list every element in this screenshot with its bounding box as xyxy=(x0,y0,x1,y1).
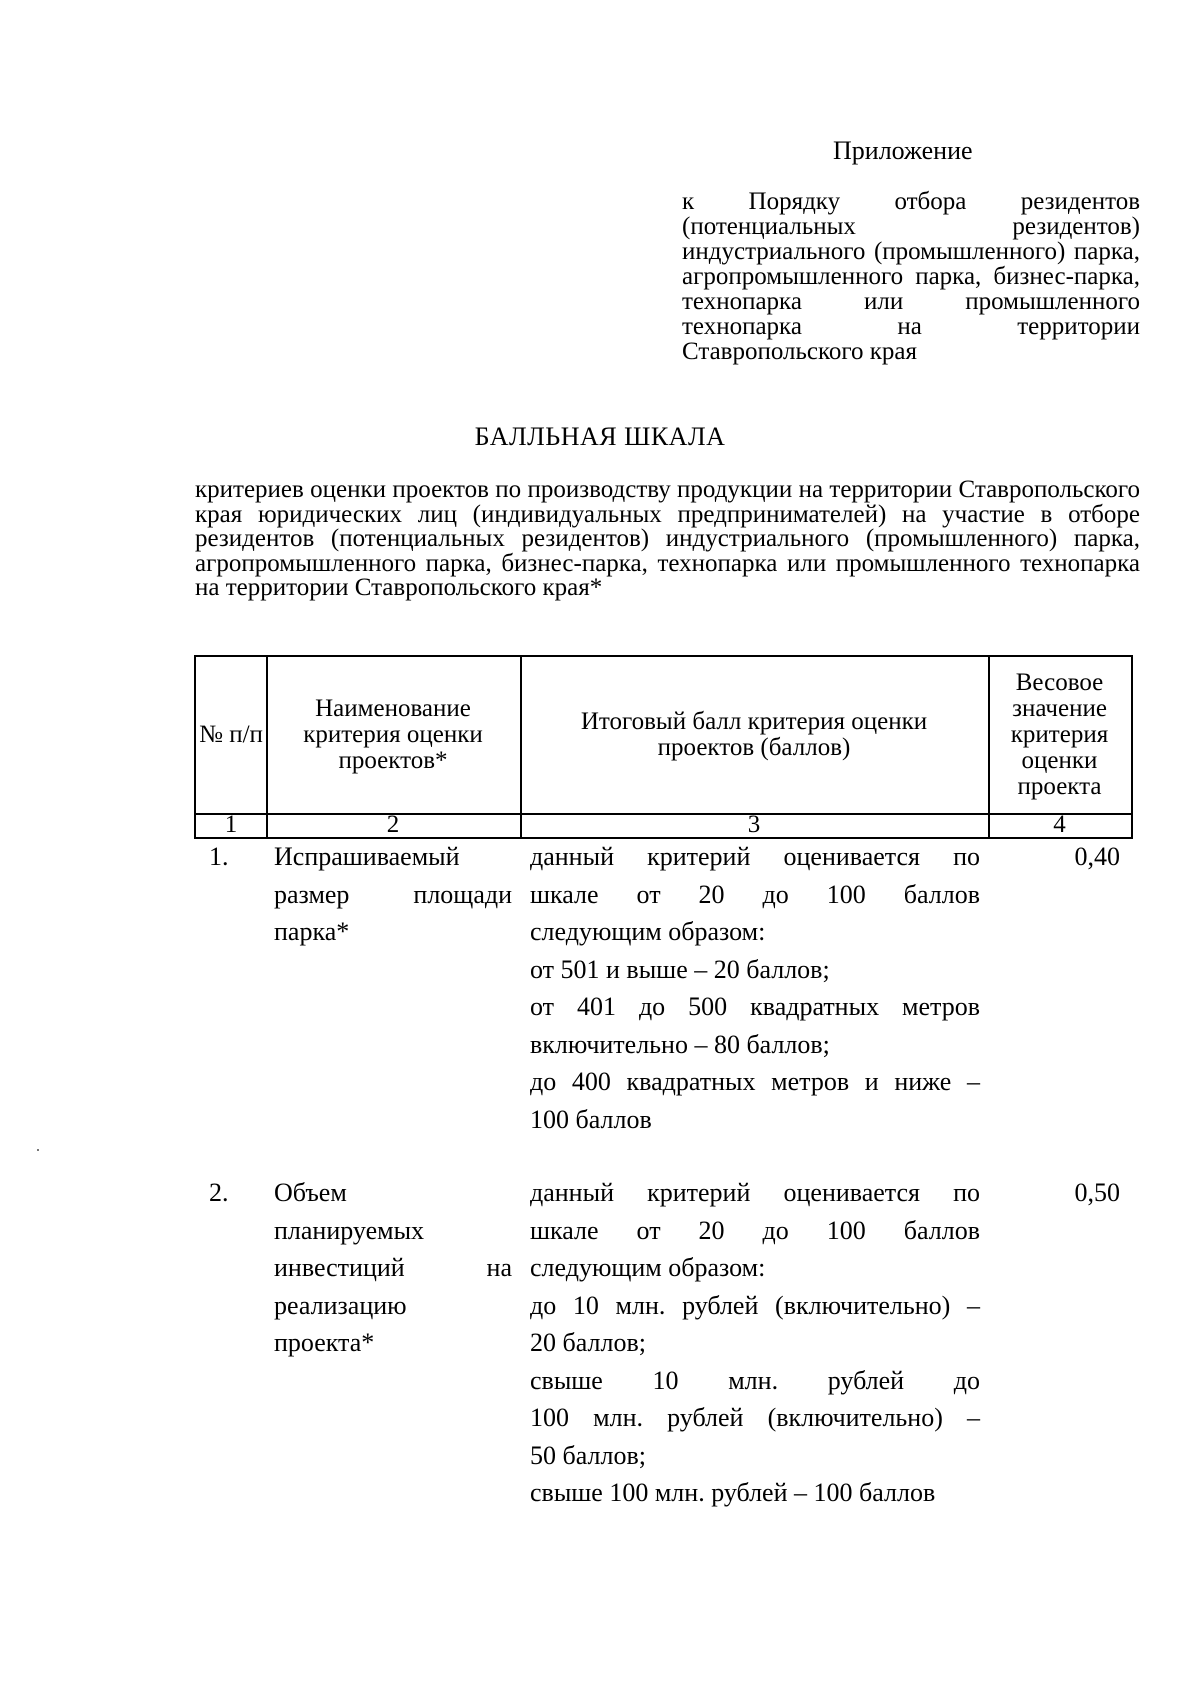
criterion-name-line: Испрашиваемый xyxy=(274,842,460,871)
scale-line: следующим образом: xyxy=(530,917,766,946)
criterion-name-line: инвестиций на xyxy=(274,1253,512,1282)
scale-line: 20 баллов; xyxy=(530,1328,646,1357)
document-subtitle: критериев оценки проектов по производству продукции на территории Ставропольского края юридических лиц (индивидуальных предпринимателей) на участие в отборе резидентов (потенциальных резидентов) индустриального (промышленного) парка, агропромышленного парка, бизнес-парка, технопарка или промышленного технопарка на территории Ставропольского края* xyxy=(195,476,1140,601)
criterion-name-line: Объем xyxy=(274,1178,347,1207)
column-number-2: 2 xyxy=(386,811,400,838)
header-criterion: Наименование критерия оценки проектов* xyxy=(303,695,483,774)
scale-line: шкале от 20 до 100 баллов xyxy=(530,879,980,909)
appendix-title: Приложение xyxy=(833,136,973,165)
scale-line: 50 баллов; xyxy=(530,1440,646,1470)
scale-line: включительно – 80 баллов; xyxy=(530,1029,830,1059)
scale-line: от 401 до 500 квадратных метров xyxy=(530,992,980,1021)
scale-line: свыше 100 млн. рублей – 100 баллов xyxy=(530,1478,936,1507)
criterion-name-line: парка* xyxy=(274,917,350,946)
scale-line: следующим образом: xyxy=(530,1253,766,1282)
header-number: № п/п xyxy=(199,721,263,748)
criterion-weight: 0,40 xyxy=(1074,842,1120,871)
column-divider xyxy=(988,657,990,837)
criterion-weight: 0,50 xyxy=(1074,1178,1120,1207)
row-number: 2. xyxy=(209,1178,229,1207)
scale-line: до 10 млн. рублей (включительно) – xyxy=(530,1290,980,1320)
column-number-1: 1 xyxy=(224,811,238,838)
scale-line: свыше 10 млн. рублей до xyxy=(530,1365,980,1395)
scale-line: шкале от 20 до 100 баллов xyxy=(530,1215,980,1245)
appendix-reference: к Порядку отбора резидентов (потенциальных резидентов) индустриального (промышленного) парка, агропромышленного парка, бизнес-парка, технопарка или промышленного технопарка на территории Ставропольского края xyxy=(682,188,1140,365)
header-score: Итоговый балл критерия оценки проектов (баллов) xyxy=(580,708,928,761)
criterion-name xyxy=(274,1174,512,1362)
document-title: БАЛЛЬНАЯ ШКАЛА xyxy=(474,422,726,451)
criterion-name-line: планируемых xyxy=(274,1215,425,1245)
criterion-scale xyxy=(530,1174,980,1512)
criterion-name xyxy=(274,838,512,951)
scan-artifact xyxy=(37,1149,39,1151)
scale-line: до 400 квадратных метров и ниже – xyxy=(530,1067,980,1096)
scale-line: данный критерий оценивается по xyxy=(530,842,980,871)
column-number-4: 4 xyxy=(1053,811,1066,838)
column-divider xyxy=(266,657,268,837)
header-weight: Весовое значение критерия оценки проекта xyxy=(1010,669,1109,800)
scale-line: 100 баллов xyxy=(530,1104,652,1134)
row-number: 1. xyxy=(209,842,229,871)
table-header xyxy=(194,655,1133,839)
scale-line: от 501 и выше – 20 баллов; xyxy=(530,954,830,984)
column-divider xyxy=(520,657,522,837)
column-number-3: 3 xyxy=(747,811,761,838)
criterion-name-line: реализацию xyxy=(274,1290,407,1320)
scale-line: данный критерий оценивается по xyxy=(530,1178,980,1207)
scale-line: 100 млн. рублей (включительно) – xyxy=(530,1403,980,1432)
criterion-name-line: размер площади xyxy=(274,879,512,909)
criterion-scale xyxy=(530,838,980,1138)
criterion-name-line: проекта* xyxy=(274,1328,375,1357)
